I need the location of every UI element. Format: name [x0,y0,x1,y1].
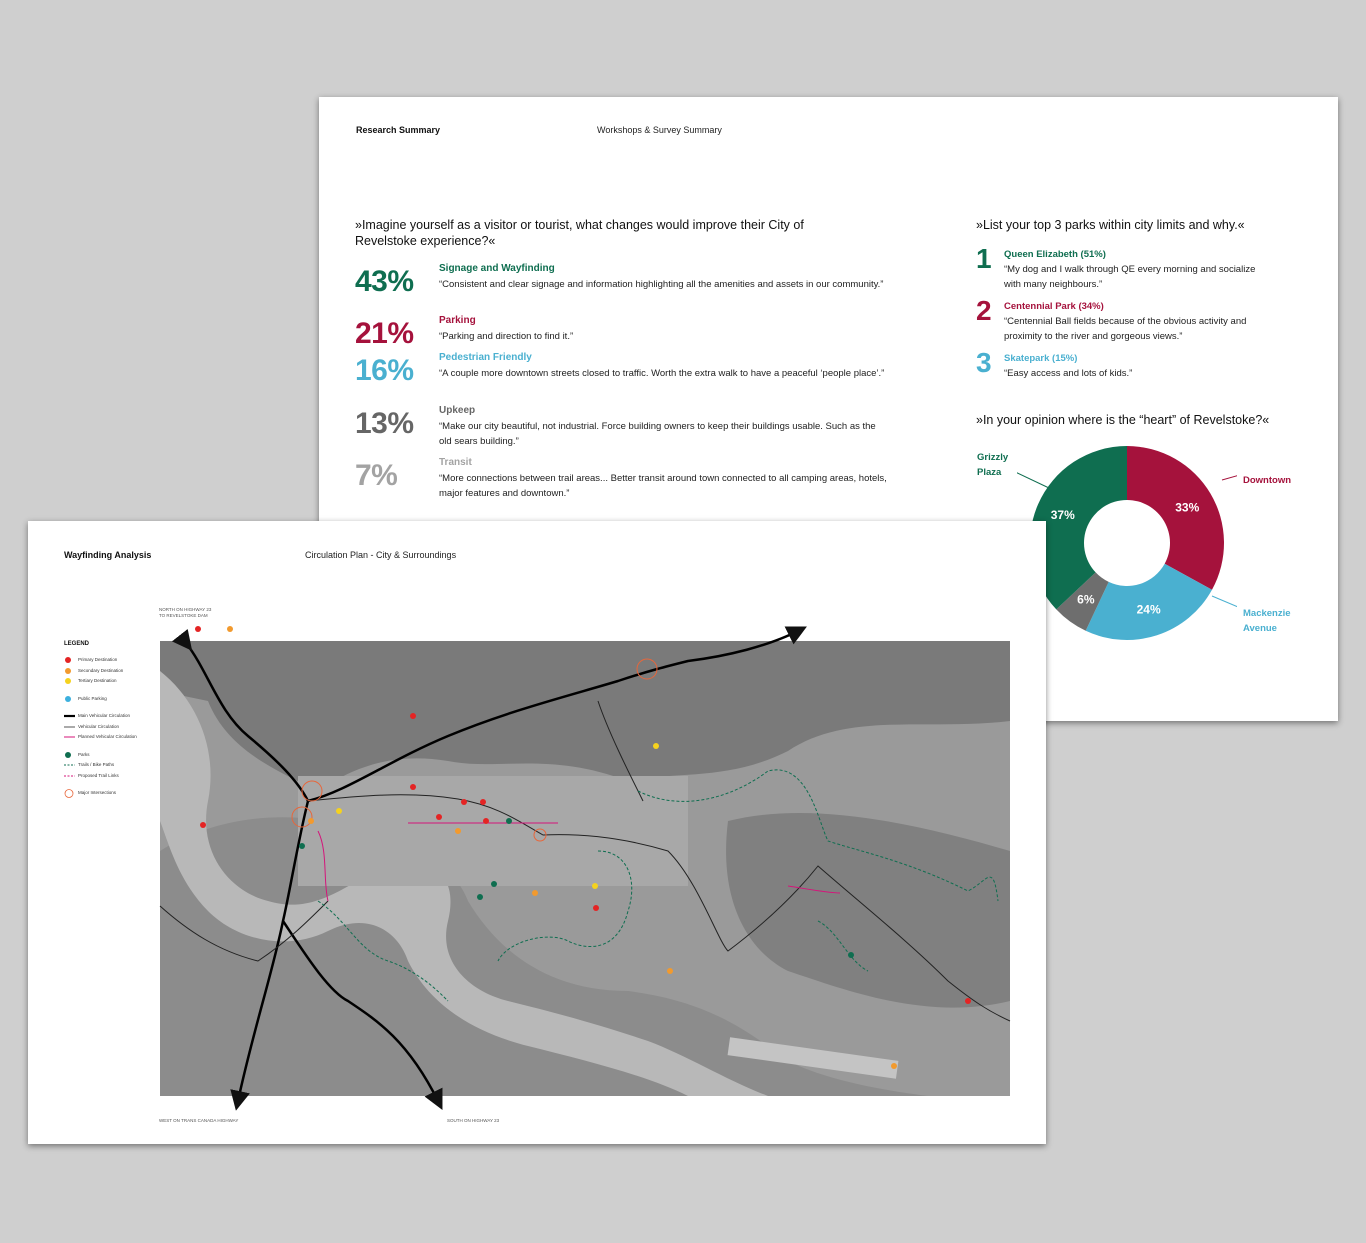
survey-question-heart: »In your opinion where is the “heart” of Revelstoke?« [976,413,1270,427]
park-ranking-item [976,243,1276,297]
legend-label: Main Vehicular Circulation [78,713,131,718]
park-rank-number: 3 [976,347,992,378]
park-rank-number: 2 [976,295,992,326]
donut-label-grizzly-plaza [977,450,1008,480]
park-quote: “Easy access and lots of kids.” [1004,368,1133,379]
stat-percentage: 43% [355,265,414,298]
stat-percentage: 16% [355,354,414,387]
donut-label-mackenzie-avenue [1243,606,1291,636]
legend-label: Proposed Trail Links [78,772,119,778]
donut-value-label: 6% [1077,592,1095,607]
stat-quote: “More connections between trail areas... Better transit around town connected to all camping areas, hotels, major features and downtown.” [439,473,887,499]
park-quote: “Centennial Ball fields because of the obvious activity and proximity to the river and gorgeous views.” [1004,316,1247,342]
donut-label-line: Plaza [977,467,1002,478]
legend-label: Major Intersections [78,790,117,795]
aerial-photo [160,641,1010,1096]
stat-row [355,354,895,402]
legend-label: Public Parking [78,695,107,701]
stat-label: Parking [439,315,476,326]
legend-label: Primary Destination [78,657,118,662]
donut-label-line: Grizzly [977,452,1009,463]
legend-label: Tertiary Destination [78,678,117,683]
stat-quote: “Make our city beautiful, not industrial. Force building owners to keep their buildings usable. Such as the old sears building.” [439,421,876,447]
donut-value-label: 37% [1050,508,1075,523]
west-direction-label: WEST ON TRANS CANADA HIGHWAY [159,1118,239,1123]
stat-label: Pedestrian Friendly [439,352,532,363]
park-name: Centennial Park (34%) [1004,301,1104,312]
donut-slice [1127,446,1224,590]
stat-quote: “Parking and direction to find it.” [439,331,574,342]
stat-percentage: 13% [355,407,414,440]
wayfinding-analysis-page [28,521,1046,1144]
park-quote: “My dog and I walk through QE every morning and socialize with many neighbours.” [1004,264,1256,290]
stat-row [355,265,895,313]
legend-label: Trails / Bike Paths [78,762,115,767]
stat-row [355,407,895,455]
page-title: Wayfinding Analysis [64,550,152,560]
stat-quote: “A couple more downtown streets closed to traffic. Worth the extra walk to have a peaceful ‘people place’.” [439,368,885,379]
stat-label: Signage and Wayfinding [439,263,555,274]
heart-donut-chart [1017,433,1237,653]
legend-label: Planned Vehicular Circulation [78,734,137,739]
stat-label: Upkeep [439,405,476,416]
donut-label-line: Mackenzie [1243,608,1291,619]
page-subtitle: Workshops & Survey Summary [597,125,722,135]
park-name: Skatepark (15%) [1004,353,1078,364]
donut-label-line: Avenue [1243,623,1277,634]
survey-question-visitor: »Imagine yourself as a visitor or tourist, what changes would improve their City of Revelstoke experience?« [355,218,804,248]
stat-label: Transit [439,457,472,468]
park-rank-number: 1 [976,243,992,274]
park-ranking-item [976,295,1276,349]
stat-row [355,459,895,507]
park-ranking-item [976,347,1276,401]
north-label-line: NORTH ON HIGHWAY 23 [159,607,212,612]
north-label-line: TO REVELSTOKE DAM [159,613,208,618]
circulation-map [28,521,1046,1144]
stat-percentage: 7% [355,459,398,492]
donut-leader-line [1222,470,1237,480]
donut-leader-line [1212,596,1237,615]
page-subtitle: Circulation Plan - City & Surroundings [305,550,457,560]
donut-value-label: 24% [1136,602,1161,617]
south-direction-label: SOUTH ON HIGHWAY 23 [447,1118,500,1123]
legend-label: Secondary Destination [78,667,124,673]
survey-question-parks: »List your top 3 parks within city limits and why.« [976,218,1245,232]
donut-label-downtown: Downtown [1243,475,1292,486]
stat-percentage: 21% [355,317,414,350]
donut-value-label: 33% [1175,500,1200,515]
legend-title: LEGEND [64,641,90,647]
stat-quote: “Consistent and clear signage and information highlighting all the amenities and assets in our community.” [439,279,884,290]
legend-label: Parks [78,751,90,757]
page-title: Research Summary [356,125,441,135]
legend-label: Vehicular Circulation [78,723,120,729]
park-name: Queen Elizabeth (51%) [1004,249,1106,260]
donut-leader-line [1017,468,1049,488]
